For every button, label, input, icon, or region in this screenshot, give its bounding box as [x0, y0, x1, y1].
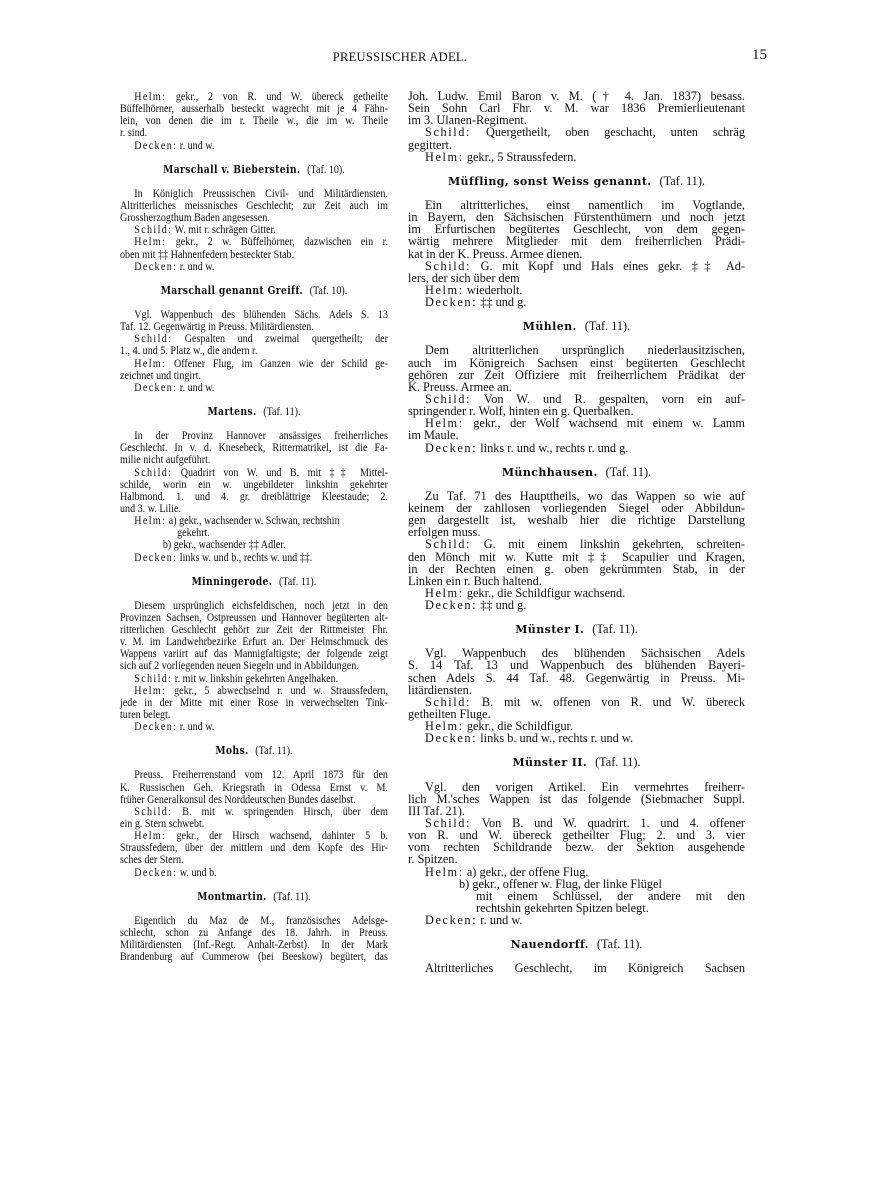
- line-text: ein g. Stern schwebt.: [120, 816, 205, 831]
- line-text: litärdiensten.: [408, 682, 472, 697]
- line-text: III Taf. 21).: [408, 803, 465, 818]
- text-line: [408, 417, 745, 429]
- text-line: [408, 732, 745, 744]
- line-text: gekehrt.: [177, 525, 210, 540]
- line-text: links r. und w., rechts r. und g.: [480, 440, 629, 455]
- line-text: Geschlecht. In v. d. Knesebeck, Rittermatrikel, ist die Fa-: [120, 440, 388, 455]
- blazon-schild: [408, 538, 745, 587]
- field-label: Schild:: [425, 816, 472, 831]
- plate-reference: (Taf. 11).: [273, 888, 311, 903]
- text-line: [120, 381, 388, 393]
- field-label: Decken:: [425, 598, 478, 613]
- left-column: [120, 90, 388, 962]
- plate-reference: (Taf. 10).: [307, 161, 345, 176]
- blazon-schild: [408, 696, 745, 720]
- family-name: Nauendorff.: [510, 938, 589, 952]
- line-text: b) gekr., wachsender ‡‡ Adler.: [162, 537, 286, 552]
- line-text: von R. und W. übereck getheilter Flug; 2. und 3. vier: [408, 828, 745, 843]
- paragraph: [408, 344, 745, 393]
- line-text: schen Adels S. 44 Taf. 48. Gegenwärtig in Preuss. Mi-: [408, 670, 745, 685]
- line-text: in Bayern, den Sächsischen Fürstenthümern und noch jetzt: [408, 210, 745, 225]
- text-line: [120, 514, 388, 526]
- line-text: gekr., 2 w. Büffelhörner, dazwischen ein r.: [175, 234, 388, 249]
- blazon-schild: [120, 332, 388, 356]
- blazon-helm: [120, 235, 388, 259]
- field-label: Schild:: [134, 803, 173, 818]
- field-label: Decken:: [134, 864, 178, 879]
- line-text: Vgl. Wappenbuch des blühenden Sächsischen Adels: [425, 646, 745, 661]
- line-text: Von W. und R. gespalten, vorn ein auf-: [483, 391, 745, 406]
- line-text: ‡‡ und g.: [480, 598, 527, 613]
- line-text: S. 14 Taf. 13 und Wappenbuch des blühenden Bayeri-: [408, 658, 745, 673]
- family-name: Münster II.: [512, 756, 588, 770]
- text-line: [408, 151, 745, 163]
- line-text: im Erfurtischen begütertes Geschlecht, von dem gegen-: [408, 222, 745, 237]
- line-text: erfolgen muss.: [408, 525, 481, 540]
- entry-heading: [120, 284, 388, 296]
- line-text: r. Spitzen.: [408, 852, 458, 867]
- family-name: Marschall v. Bieberstein.: [163, 162, 301, 176]
- blazon-schild: [408, 260, 745, 284]
- text-line: [120, 260, 388, 272]
- field-label: Schild:: [425, 258, 472, 273]
- blazon-schild: [408, 126, 745, 150]
- line-text: W. mit r. schrägen Gitter.: [174, 222, 276, 237]
- text-line: [408, 914, 745, 926]
- line-text: r. und w.: [480, 913, 523, 928]
- field-label: Decken:: [134, 549, 178, 564]
- line-text: links w. und b., rechts w. und ‡‡.: [179, 549, 313, 564]
- line-text: sich auf 2 vorliegenden neuen Siegeln und in Abbildungen.: [120, 658, 359, 673]
- paragraph: [120, 187, 388, 223]
- field-label: Decken:: [425, 731, 478, 746]
- field-label: Schild:: [425, 125, 472, 140]
- line-text: gen dargestellt ist, weshalb hier die richtige Darstellung: [408, 513, 745, 528]
- line-text: mit einem Schlüssel, der andere mit den: [476, 888, 745, 903]
- blazon-helm: [408, 151, 745, 163]
- entry-heading: [408, 320, 745, 332]
- line-text: springender r. Wolf, hinten ein g. Querbalken.: [408, 404, 634, 419]
- line-text: schlecht, schon zu Anfange des 18. Jahrh. in Preuss.: [120, 925, 388, 940]
- line-text: den Mönch mit w. Kutte mit ‡‡ Scapulier und Kragen,: [408, 549, 745, 564]
- blazon-decken: [408, 296, 745, 308]
- line-text: keinem der zahllosen vorliegenden Siegel oder Abbildun-: [408, 500, 745, 515]
- line-text: turen belegt.: [120, 707, 171, 722]
- line-text: Brandenburg auf Cummerow (bei Beeskow) begütert, das: [120, 949, 388, 964]
- line-text: zeichnet und tingirt.: [120, 367, 201, 382]
- field-label: Helm:: [134, 355, 167, 370]
- plate-reference: (Taf. 11).: [605, 464, 652, 479]
- blazon-helm: [120, 90, 388, 139]
- blazon-helm: [120, 514, 388, 526]
- field-label: Decken:: [425, 440, 478, 455]
- plate-reference: (Taf. 11).: [595, 755, 641, 770]
- line-text: v. M. im Landwehrbezirke Erfurt an. Der Helmschmuck des: [120, 634, 388, 649]
- field-label: Schild:: [134, 464, 173, 479]
- field-label: Helm:: [425, 149, 464, 164]
- line-text: Dem altritterlichen ursprünglich niederlausitzischen,: [425, 343, 745, 358]
- line-text: Grossherzogthum Baden angesessen.: [120, 210, 270, 225]
- line-text: links b. und w., rechts r. und w.: [480, 731, 634, 746]
- line-text: Altritterliches meissnisches Geschlecht; zur Zeit auch im: [120, 197, 388, 212]
- blazon-decken: [408, 599, 745, 611]
- plate-reference: (Taf. 11).: [592, 622, 638, 637]
- line-text: gekr., 5 abwechselnd r. und w. Straussfedern,: [174, 682, 388, 697]
- field-label: Helm:: [134, 89, 167, 103]
- line-text: vom rechten Schildrande bezw. der Sektion ausgehende: [408, 840, 745, 855]
- family-name: Montmartin.: [197, 889, 267, 903]
- line-text: Ein altritterliches, einst namentlich im Vogtlande,: [425, 197, 745, 212]
- family-name: Minningerode.: [191, 574, 273, 588]
- family-name: Marschall genannt Greiff.: [160, 283, 303, 297]
- blazon-decken: [120, 381, 388, 393]
- family-name: Martens.: [207, 404, 257, 418]
- blazon-decken: [120, 720, 388, 732]
- line-text: w. und b.: [179, 864, 217, 879]
- entry-heading: [120, 405, 388, 417]
- line-text: B. mit w. springenden Hirsch, über dem: [182, 803, 388, 818]
- blazon-decken: [408, 732, 745, 744]
- line-text: Vgl. den vorigen Artikel. Ein vermehrtes freiherr-: [425, 779, 745, 794]
- blazon-schild: [120, 805, 388, 829]
- field-label: Helm:: [425, 416, 464, 431]
- line-text: a) gekr., der offene Flug.: [466, 864, 589, 879]
- entry-heading: [408, 175, 745, 187]
- entry-heading: [120, 163, 388, 175]
- line-text: lers, der sich über dem: [408, 270, 520, 285]
- blazon-helm: [408, 417, 745, 441]
- blazon-helm: [120, 357, 388, 381]
- field-label: Helm:: [134, 682, 167, 697]
- line-text: in der Rechten einen g. oben gekrümmten Stab, in der: [408, 561, 745, 576]
- field-label: Schild:: [134, 331, 173, 346]
- field-label: Helm:: [425, 864, 464, 879]
- line-text: r. und w.: [179, 719, 215, 734]
- line-text: ritterlichen Geschlecht gehört zur Zeit der Rittmeister Fhr.: [120, 622, 388, 637]
- line-text: Altritterliches Geschlecht, im Königreich Sachsen: [425, 961, 745, 976]
- line-text: Linken ein r. Buch haltend.: [408, 573, 542, 588]
- text-line: [408, 296, 745, 308]
- line-text: Gespalten und zweimal quergetheilt; der: [184, 331, 388, 346]
- text-line: [408, 442, 745, 454]
- blazon-decken: [120, 260, 388, 272]
- plate-reference: (Taf. 11).: [263, 403, 301, 418]
- blazon-schild: [408, 817, 745, 866]
- entry-heading: [120, 890, 388, 902]
- line-text: lich M.'sches Wappen ist das folgende (Siebmacher Suppl.: [408, 791, 745, 806]
- paragraph: [408, 781, 745, 817]
- running-header: PREUSSISCHER ADEL.: [332, 50, 468, 64]
- entry-heading: [408, 623, 745, 635]
- field-label: Helm:: [134, 234, 167, 249]
- blazon-decken: [408, 914, 745, 926]
- field-label: Helm:: [425, 719, 464, 734]
- paragraph: [408, 962, 745, 974]
- paragraph: [120, 768, 388, 804]
- line-text: gekr., der Wolf wachsend mit einem w. Lamm: [473, 416, 745, 431]
- entry-heading: [408, 756, 745, 768]
- line-text: gekr., die Schildfigur wachsend.: [466, 585, 626, 600]
- line-text: G. mit einem linkshin gekehrten, schreiten-: [483, 537, 745, 552]
- line-text: wiederholt.: [466, 282, 523, 297]
- line-text: Vgl. Wappenbuch des blühenden Sächs. Adels S. 13: [134, 306, 388, 321]
- blazon-helm: [120, 829, 388, 865]
- paragraph: [120, 429, 388, 465]
- line-text: Sein Sohn Carl Fhr. v. M. war 1836 Premierlieutenant: [408, 101, 745, 116]
- family-name: Münchhausen.: [501, 465, 598, 479]
- paragraph: [408, 890, 745, 914]
- blazon-schild: [120, 466, 388, 515]
- line-text: gehören zur Zeit Offiziere mit freiherrlichem Prädikat der: [408, 367, 745, 382]
- line-text: gekr., 2 von R. und W. übereck getheilte: [175, 89, 388, 103]
- entry-heading: [408, 466, 745, 478]
- line-text: Quadrirt von W. und B. mit ‡‡ Mittel-: [180, 464, 388, 479]
- line-text: Provinzen Sachsen, Ostpreussen und Hannover begüterten alt-: [120, 609, 388, 624]
- line-text: Büffelhörner, ausserhalb besteckt wagrecht mit je 4 Fähn-: [120, 101, 388, 116]
- text-line: [120, 139, 388, 151]
- line-text: schilde, worin ein w. ungebildeter linkshin gekehrter: [120, 476, 388, 491]
- line-text: lein, von denen die im r. Theile w., die im w. Theile: [120, 113, 388, 128]
- field-label: Decken:: [134, 258, 178, 273]
- paragraph: [408, 647, 745, 696]
- line-text: getheilten Fluge.: [408, 707, 491, 722]
- line-text: Militärdiensten (Inf.-Regt. Anhalt-Zerbst). In der Mark: [120, 937, 388, 952]
- field-label: Schild:: [134, 670, 173, 685]
- line-text: ‡‡ und g.: [480, 295, 527, 310]
- line-text: gekr., der Hirsch wachsend, dahinter 5 b.: [176, 828, 388, 843]
- line-text: jede in der Mitte mit einer Rose in verwechselten Tink-: [120, 694, 388, 709]
- line-text: a) gekr., wachsender w. Schwan, rechtshin: [168, 513, 340, 528]
- line-text: Zu Taf. 71 des Haupttheils, wo das Wappen so wie auf: [425, 488, 745, 503]
- line-text: rechtshin gekehrten Spitzen belegt.: [476, 901, 649, 916]
- field-label: Decken:: [134, 719, 178, 734]
- line-text: im 3. Ulanen-Regiment.: [408, 113, 527, 128]
- right-column: [408, 90, 745, 975]
- line-text: im Maule.: [408, 428, 459, 443]
- text-line: [408, 126, 745, 138]
- line-text: G. mit Kopf und Hals eines gekr. ‡‡ Ad-: [480, 258, 745, 273]
- line-text: Wappens variirt auf das Mannigfaltigste; der folgende zeigt: [120, 646, 388, 661]
- text-line: [120, 720, 388, 732]
- field-label: Helm:: [134, 828, 167, 843]
- paragraph: [408, 490, 745, 539]
- blazon-decken: [120, 551, 388, 563]
- line-text: r. und w.: [179, 137, 215, 152]
- blazon-schild: [408, 393, 745, 417]
- family-name: Münster I.: [515, 623, 585, 637]
- line-text: In Königlich Preussischen Civil- und Militärdiensten.: [134, 185, 388, 200]
- blazon-decken: [408, 442, 745, 454]
- text-line: [120, 866, 388, 878]
- paragraph: [120, 599, 388, 672]
- text-line: [408, 841, 745, 853]
- line-text: b) gekr., offener w. Flug, der linke Flügel: [459, 876, 662, 891]
- plate-reference: (Taf. 11).: [255, 743, 293, 758]
- line-text: Diesem ursprünglich eichsfeldischen, noch jetzt in den: [134, 597, 388, 612]
- line-text: B. mit w. offenen von R. und W. übereck: [481, 694, 745, 709]
- text-line: [408, 962, 745, 974]
- line-text: kat in der K. Preuss. Armee dienen.: [408, 246, 583, 261]
- line-text: gekr., 5 Straussfedern.: [466, 149, 577, 164]
- plate-reference: (Taf. 11).: [596, 937, 643, 952]
- line-text: r. sind.: [120, 125, 148, 140]
- line-text: und 3. w. Lilie.: [120, 500, 181, 515]
- family-name: Müffling, sonst Weiss genannt.: [447, 174, 652, 188]
- field-label: Helm:: [425, 282, 464, 297]
- line-text: gegittert.: [408, 137, 453, 152]
- line-text: 1., 4. und 5. Platz w., die andern r.: [120, 343, 258, 358]
- text-line: [408, 599, 745, 611]
- text-line: [120, 950, 388, 962]
- line-text: Von B. und W. quadrirt. 1. und 4. offener: [481, 816, 746, 831]
- line-text: Offener Flug, im Ganzen wie der Schild ge-: [173, 355, 388, 370]
- line-text: r. und w.: [179, 379, 215, 394]
- field-label: Schild:: [425, 391, 472, 406]
- line-text: K. Preuss. Armee an.: [408, 379, 512, 394]
- field-label: Decken:: [425, 295, 478, 310]
- line-text: Straussfedern, über der mittlern und dem Kopfe des Hir-: [120, 840, 388, 855]
- family-name: Mühlen.: [522, 320, 577, 334]
- plate-reference: (Taf. 10).: [309, 282, 348, 297]
- field-label: Decken:: [134, 137, 178, 152]
- field-label: Decken:: [425, 913, 478, 928]
- family-name: Mohs.: [215, 744, 249, 758]
- text-line: [120, 114, 388, 126]
- text-line: [120, 551, 388, 563]
- plate-reference: (Taf. 11).: [584, 319, 631, 334]
- entry-heading: [120, 744, 388, 756]
- line-text: Joh. Ludw. Emil Baron v. M. († 4. Jan. 1837) besass.: [408, 89, 745, 103]
- plate-reference: (Taf. 11).: [279, 573, 317, 588]
- line-text: wärtig mehrere Mitglieder mit dem freiherrlichen Prädi-: [408, 234, 745, 249]
- page-number: 15: [752, 47, 767, 63]
- blazon-helm: [120, 684, 388, 720]
- entry-heading: [120, 575, 388, 587]
- line-text: In der Provinz Hannover ansässiges freiherrliches: [134, 428, 388, 443]
- line-text: Taf. 12. Gegenwärtig in Preuss. Militärdiensten.: [120, 319, 314, 334]
- line-text: Eigentlich du Maz de M., französisches Adelsge-: [134, 912, 388, 927]
- line-text: oben mit ‡‡ Hahnenfedern besteckter Stab.: [120, 246, 295, 261]
- line-text: Halbmond. 1. und 4. gr. dreiblättrige Kleestaude; 2.: [120, 488, 388, 503]
- field-label: Schild:: [425, 694, 472, 709]
- entry-heading: [408, 938, 745, 950]
- field-label: Helm:: [425, 585, 464, 600]
- line-text: sches der Stern.: [120, 852, 184, 867]
- field-label: Decken:: [134, 379, 178, 394]
- field-label: Helm:: [134, 513, 167, 528]
- line-text: milie nicht aufgeführt.: [120, 452, 211, 467]
- field-label: Schild:: [425, 537, 472, 552]
- line-text: K. Russischen Geh. Kriegsrath in Odessa Ernst v. M.: [120, 779, 388, 794]
- paragraph: [408, 199, 745, 260]
- line-text: Preuss. Freiherrenstand vom 12. April 1873 für den: [134, 767, 388, 782]
- field-label: Schild:: [134, 222, 173, 237]
- line-text: r. und w.: [179, 258, 215, 273]
- line-text: Quergetheilt, oben geschacht, unten schräg: [486, 125, 745, 140]
- line-text: r. mit w. linkshin gekehrten Angelhaken.: [174, 670, 339, 685]
- paragraph: [120, 308, 388, 332]
- blazon-decken: [120, 139, 388, 151]
- line-text: früher Generalkonsul des Norddeutschen Bundes daselbst.: [120, 791, 356, 806]
- plate-reference: (Taf. 11).: [659, 173, 705, 188]
- line-text: gekr., die Schildfigur.: [466, 719, 574, 734]
- line-text: auch im Königreich Sachsen einst begüterten Geschlecht: [408, 355, 745, 370]
- paragraph: [120, 914, 388, 963]
- paragraph: [408, 90, 745, 126]
- blazon-decken: [120, 866, 388, 878]
